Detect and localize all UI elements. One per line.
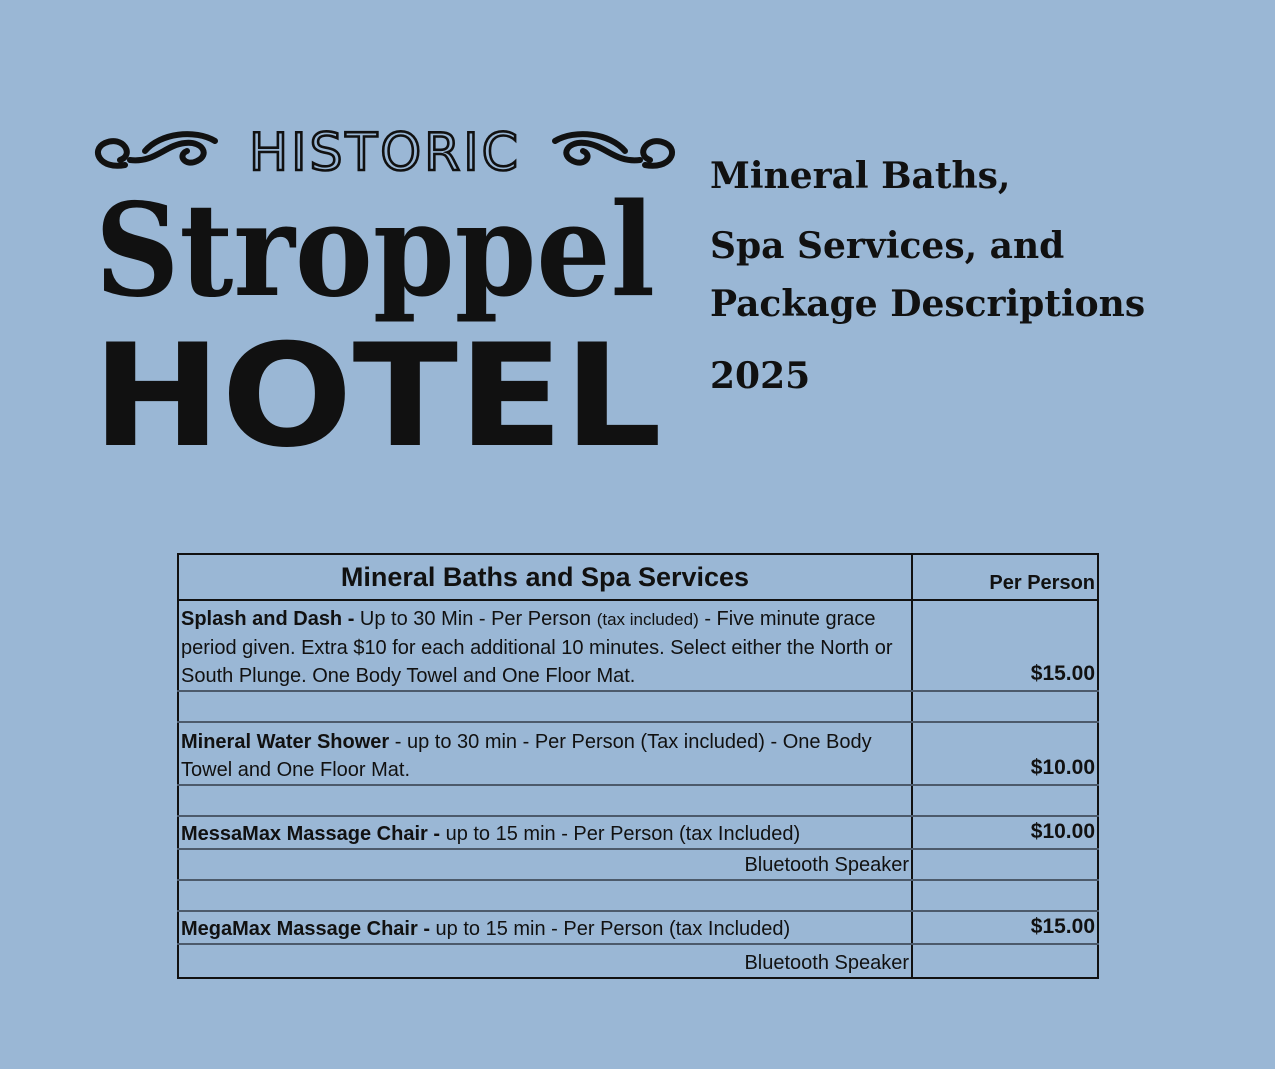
service-name: MegaMax Massage Chair - — [181, 918, 430, 940]
title-line-1: Mineral Baths, — [710, 155, 1011, 197]
logo-stroppel: Stroppel — [95, 176, 655, 326]
service-price: $15.00 — [912, 600, 1098, 691]
service-description — [178, 722, 912, 785]
table-row-blank — [178, 691, 1098, 722]
title-year: 2025 — [710, 355, 811, 397]
service-description — [178, 911, 912, 944]
service-name: Mineral Water Shower — [181, 731, 390, 753]
service-tax-note: (tax included) — [596, 610, 699, 629]
logo-hotel: HOTEL — [92, 314, 662, 460]
left-flourish-icon — [98, 134, 215, 166]
table-row-addon — [178, 944, 1098, 978]
service-price: $15.00 — [912, 911, 1098, 944]
table-row — [178, 600, 1098, 691]
service-price: $10.00 — [912, 816, 1098, 849]
title-line-3: Package Descriptions — [710, 283, 1146, 325]
right-flourish-icon — [555, 134, 672, 166]
table-row-blank — [178, 880, 1098, 911]
title-line-2: Spa Services, and — [710, 225, 1065, 267]
table-header-row — [178, 554, 1098, 600]
table-row — [178, 911, 1098, 944]
hotel-logo — [85, 115, 685, 460]
table-row-blank — [178, 785, 1098, 816]
service-description — [178, 600, 912, 691]
service-detail: - up to 30 min - Per Person (Tax included) - One Body Towel and One Floor Mat. — [181, 731, 872, 781]
addon-label: Bluetooth Speaker — [178, 944, 912, 978]
service-detail: Up to 30 Min - Per Person — [354, 608, 597, 630]
table-row — [178, 722, 1098, 785]
service-name: Splash and Dash - — [181, 608, 355, 630]
service-description — [178, 816, 912, 849]
services-table — [177, 553, 1099, 979]
service-detail: up to 15 min - Per Person (tax Included) — [440, 823, 801, 845]
service-name: MessaMax Massage Chair - — [181, 823, 441, 845]
addon-label: Bluetooth Speaker — [178, 849, 912, 880]
table-row — [178, 816, 1098, 849]
service-detail: up to 15 min - Per Person (tax Included) — [429, 918, 791, 940]
service-detail: - Five minute grace period given. Extra $10 for each additional 10 minutes. Select either the North or South Plunge. One Body Towel and One Floor Mat. — [181, 608, 893, 687]
table-header-title: Mineral Baths and Spa Services — [178, 554, 912, 600]
service-price: $10.00 — [912, 722, 1098, 785]
table-header-price: Per Person — [912, 554, 1098, 600]
logo-historic: HISTORIC — [249, 123, 521, 183]
table-row-addon — [178, 849, 1098, 880]
